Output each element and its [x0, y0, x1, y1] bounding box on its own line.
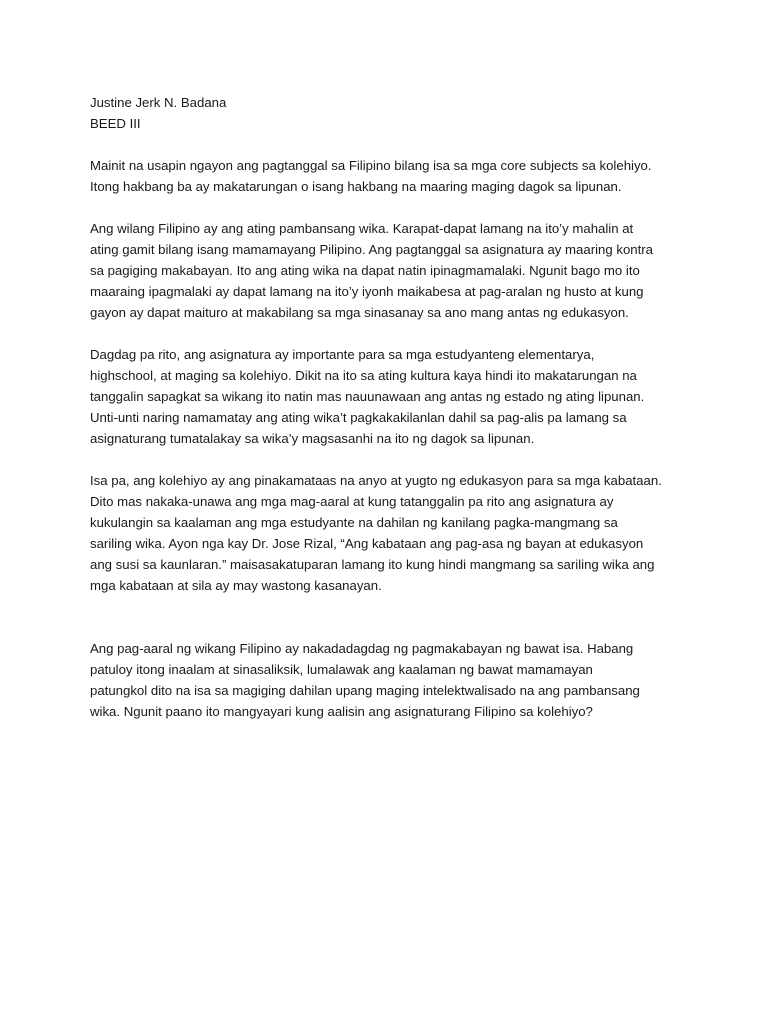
- paragraph-3: [90, 344, 690, 449]
- spacer: [90, 596, 690, 638]
- paragraph-line: Dagdag pa rito, ang asignatura ay importante para sa mga estudyanteng elementarya,: [90, 347, 595, 362]
- paragraph-line: tanggalin sapagkat sa wikang ito natin mas nauunawaan ang antas ng estado ng ating lipunan.: [90, 389, 645, 404]
- spacer: [90, 197, 690, 218]
- paragraph-line: Itong hakbang ba ay makatarungan o isang hakbang na maaring maging dagok sa lipunan.: [90, 179, 622, 194]
- paragraph-line: patungkol dito na isa sa magiging dahilan upang maging intelektwalisado na ang pambansang: [90, 683, 640, 698]
- paragraph-5: [90, 638, 690, 722]
- paragraph-line: Isa pa, ang kolehiyo ay ang pinakamataas na anyo at yugto ng edukasyon para sa mga kabataan.: [90, 473, 662, 488]
- spacer: [90, 449, 690, 470]
- paragraph-1: [90, 155, 690, 197]
- paragraph-line: patuloy itong inaalam at sinasaliksik, lumalawak ang kaalaman ng bawat mamamayan: [90, 662, 593, 677]
- paragraph-line: sariling wika. Ayon nga kay Dr. Jose Rizal, “Ang kabataan ang pag-asa ng bayan at edukasyon: [90, 536, 644, 551]
- paragraph-line: Unti-unti naring namamatay ang ating wika’t pagkakakilanlan dahil sa pag-alis pa lamang sa: [90, 410, 627, 425]
- paragraph-4: [90, 470, 690, 596]
- paragraph-line: mga kabataan at sila ay may wastong kasanayan.: [90, 578, 382, 593]
- paragraph-line: sa pagiging makabayan. Ito ang ating wika na dapat natin ipinagmamalaki. Ngunit bago mo ito: [90, 263, 640, 278]
- paragraph-line: asignaturang tumatalakay sa wika’y magsasanhi na ito ng dagok sa lipunan.: [90, 431, 535, 446]
- spacer: [90, 134, 690, 155]
- paragraph-line: Mainit na usapin ngayon ang pagtanggal sa Filipino bilang isa sa mga core subjects sa kolehiyo.: [90, 158, 652, 173]
- paragraph-line: Ang wilang Filipino ay ang ating pambansang wika. Karapat-dapat lamang na ito’y mahalin at: [90, 221, 634, 236]
- paragraph-line: ang susi sa kaunlaran.” maisasakatuparan lamang ito kung hindi mangmang sa sariling wika ang: [90, 557, 655, 572]
- course-label: BEED III: [90, 116, 141, 131]
- paragraph-line: Ang pag-aaral ng wikang Filipino ay nakadadagdag ng pagmakabayan ng bawat isa. Habang: [90, 641, 634, 656]
- paragraph-line: wika. Ngunit paano ito mangyayari kung aalisin ang asignaturang Filipino sa kolehiyo?: [90, 704, 593, 719]
- paragraph-line: maaraing ipagmalaki ay dapat lamang na ito’y iyonh maikabesa at pag-aralan ng husto at kung: [90, 284, 644, 299]
- paragraph-line: Dito mas nakaka-unawa ang mga mag-aaral at kung tatanggalin pa rito ang asignatura ay: [90, 494, 614, 509]
- paragraph-line: ating gamit bilang isang mamamayang Pilipino. Ang pagtanggal sa asignatura ay maaring kontra: [90, 242, 654, 257]
- document-body: [90, 92, 690, 722]
- paragraph-line: gayon ay dapat maituro at makabilang sa mga sinasanay sa ano mang antas ng edukasyon.: [90, 305, 629, 320]
- author-name: Justine Jerk N. Badana: [90, 95, 227, 110]
- paragraph-line: highschool, at maging sa kolehiyo. Dikit na ito sa ating kultura kaya hindi ito makatarungan na: [90, 368, 637, 383]
- paragraph-2: [90, 218, 690, 323]
- paragraph-line: kukulangin sa kaalaman ang mga estudyante na dahilan ng kanilang pagka-mangmang sa: [90, 515, 618, 530]
- spacer: [90, 323, 690, 344]
